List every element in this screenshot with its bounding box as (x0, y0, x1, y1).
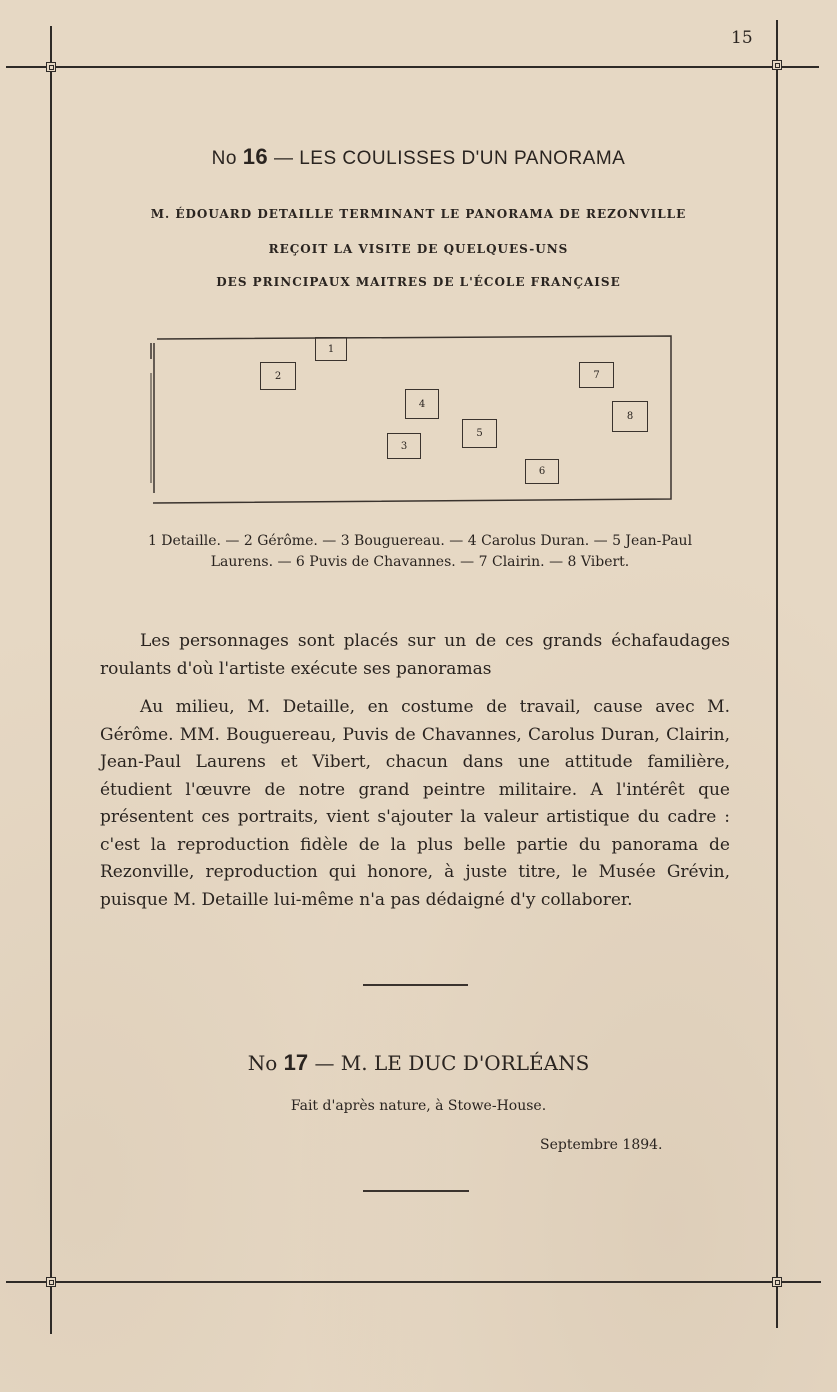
entry-16-subtitle-line-2: REÇOIT LA VISITE DE QUELQUES-UNS (268, 242, 569, 256)
diagram-box-6 (525, 459, 559, 484)
entry-16-subtitle-line-1: M. ÉDOUARD DETAILLE TERMINANT LE PANORAMA DE REZONVILLE (150, 207, 687, 221)
legend-line-1: 1 Detaille. — 2 Gérôme. — 3 Bouguereau. — 4 Carolus Duran. — 5 Jean-Paul (147, 533, 693, 549)
paragraph-1: Les personnages sont placés sur un de ces grands échafaudages roulants d'où l'artiste exécute ses panoramas (100, 631, 730, 679)
ornament-top-right (772, 60, 782, 70)
entry-16-number: 16 (242, 144, 269, 169)
entry-16-subtitle-line-3: DES PRINCIPAUX MAITRES DE L'ÉCOLE FRANÇAISE (216, 275, 621, 289)
frame-left-rule (50, 26, 52, 1334)
diagram-box-2 (260, 362, 296, 390)
diagram-box-5-label: 5 (476, 428, 483, 439)
diagram-box-1 (315, 337, 347, 361)
diagram-box-8 (612, 401, 648, 432)
diagram-box-7 (579, 362, 614, 388)
page-number: 15 (731, 28, 753, 48)
entry-17-title: — M. LE DUC D'ORLÉANS (314, 1051, 590, 1075)
section-divider (363, 984, 468, 986)
entry-17-number: 17 (283, 1050, 309, 1075)
entry-17-note: Fait d'après nature, à Stowe-House. (290, 1098, 547, 1114)
diagram-box-1-label: 1 (327, 343, 335, 355)
frame-top-rule (6, 66, 819, 68)
entry-17-prefix: No (247, 1051, 278, 1075)
diagram-box-4 (405, 389, 439, 419)
paragraph-2: Au milieu, M. Detaille, en costume de travail, cause avec M. Gérôme. MM. Bouguereau, Puvis de Chavannes, Carolus Duran, Clairin, Jean-Paul Laurens et Vibert, chacun dans une attitude familière, étudient l'œuvre de notre grand peintre militaire. A l'intérêt que présentent ces portraits, vient s'ajouter la valeur artistique du cadre : c'est la reproduction fidèle de la plus belle partie du panorama de Rezonville, reproduction qui honore, à juste titre, le Musée Grévin, puisque M. Detaille lui-même n'a pas dédaigné d'y collaborer. (100, 697, 730, 910)
diagram-box-3-label: 3 (400, 440, 408, 452)
ornament-bottom-right (772, 1277, 782, 1287)
diagram-box-4-label: 4 (418, 398, 426, 410)
frame-bottom-rule (6, 1281, 821, 1283)
diagram-outline (149, 333, 673, 505)
legend-line-2: Laurens. — 6 Puvis de Chavannes. — 7 Clairin. — 8 Vibert. (210, 554, 630, 570)
entry-16-title: — LES COULISSES D'UN PANORAMA (273, 148, 626, 169)
diagram-box-2-label: 2 (274, 370, 282, 382)
diagram-box-6-label: 6 (538, 466, 546, 477)
ornament-top-left (46, 62, 56, 72)
end-divider (363, 1190, 469, 1192)
entry-17-heading (60, 1050, 777, 1076)
diagram-box-5 (462, 419, 497, 448)
entry-16-heading (60, 144, 777, 170)
diagram-box-8-label: 8 (626, 411, 634, 422)
diagram-box-3 (387, 433, 421, 459)
entry-17-date: Septembre 1894. (540, 1137, 663, 1153)
diagram-box-7-label: 7 (593, 369, 600, 381)
position-diagram (149, 333, 673, 505)
entry-16-prefix: No (211, 148, 237, 169)
ornament-bottom-left (46, 1277, 56, 1287)
